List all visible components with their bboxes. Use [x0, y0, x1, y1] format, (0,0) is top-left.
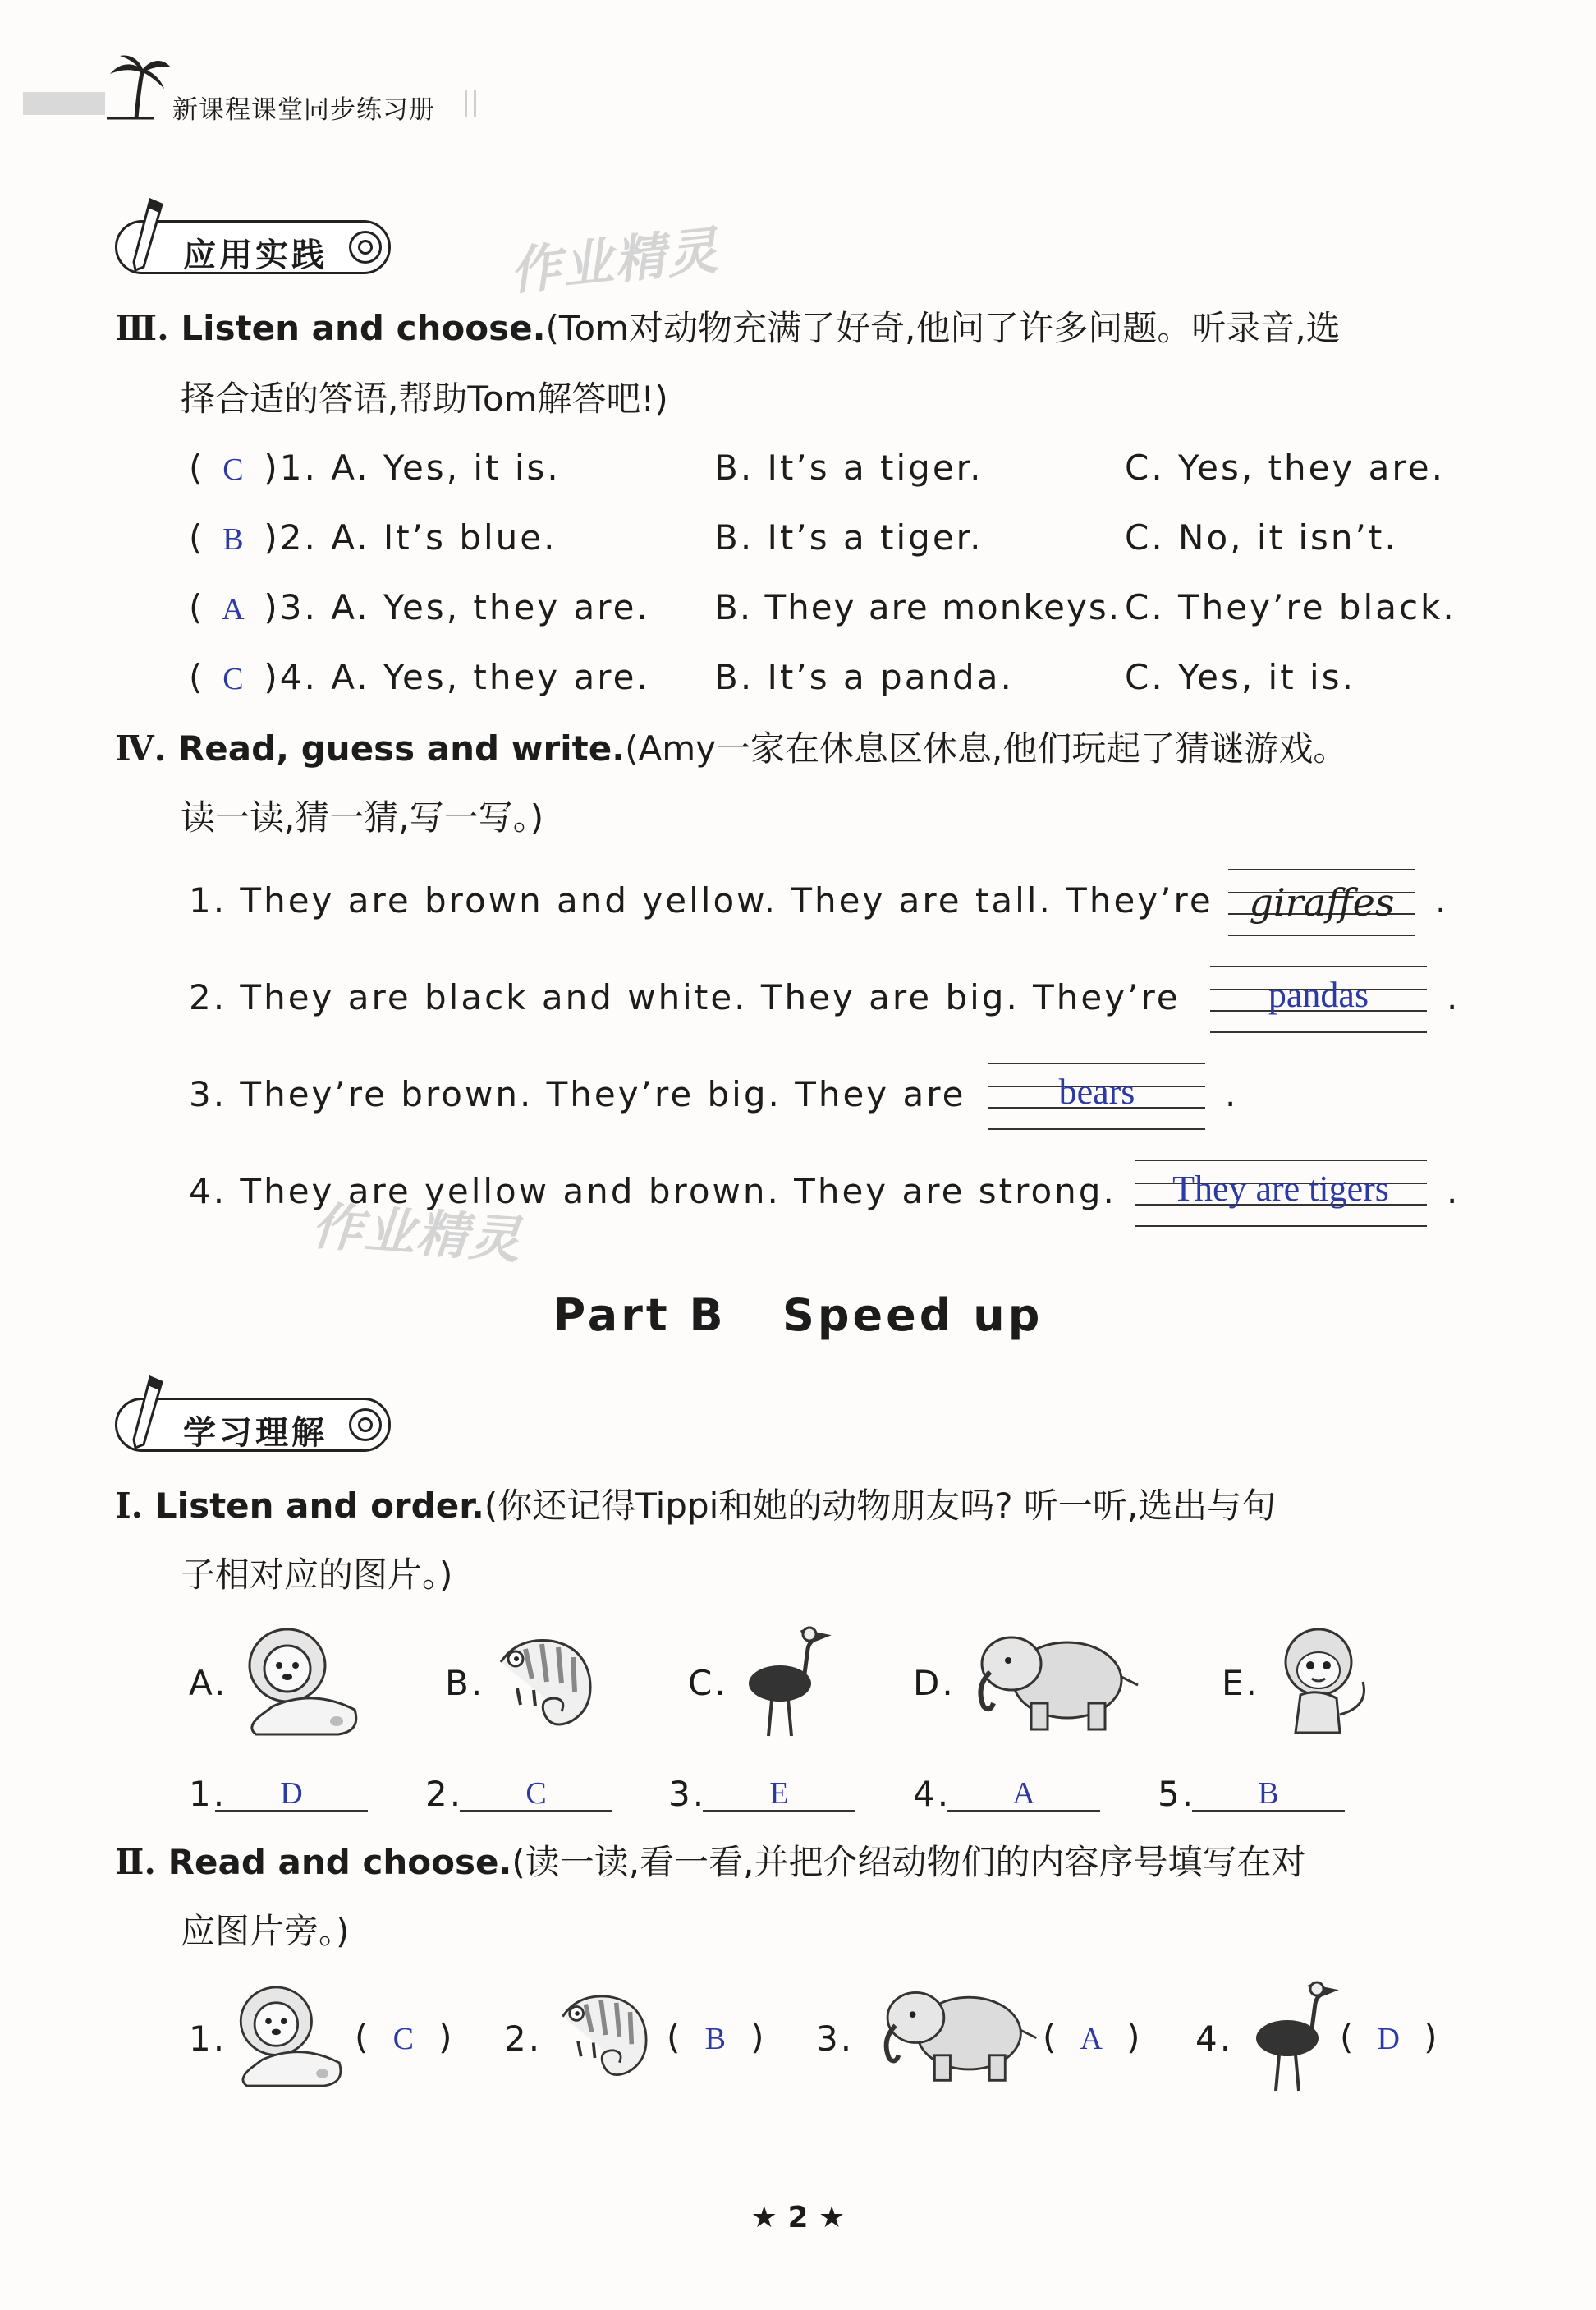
q4-answer-3: bears — [1058, 1072, 1135, 1112]
q1-heading — [115, 1483, 1470, 1529]
q4-item-3: 3. They’re brown. They’re big. They are — [189, 1074, 966, 1114]
q3-option-c-4: C. Yes, it is. — [1125, 657, 1355, 697]
q4-item-2: 2. They are black and white. They are big. They’re — [189, 977, 1181, 1017]
monkey-icon — [1271, 1624, 1378, 1739]
q1-answer-3: E — [769, 1776, 789, 1811]
watermark: 作业精灵 — [507, 219, 722, 302]
q1-answer-num-5: 5. — [1158, 1774, 1196, 1814]
q1-answer-num-3: 3. — [668, 1774, 707, 1814]
q3-item-4: ( C )4. A. Yes, they are. — [189, 657, 650, 697]
q4-answer-field-3[interactable] — [988, 1063, 1205, 1130]
q4-answer-field-2[interactable] — [1210, 966, 1427, 1033]
q3-option-c-1: C. Yes, they are. — [1125, 448, 1445, 488]
q3-instruction-2: 择合适的答语,帮助Tom解答吧!) — [181, 379, 668, 419]
q4-instruction-2: 读一读,猜一猜,写一写。) — [181, 797, 544, 838]
chameleon-icon — [493, 1629, 616, 1736]
q3-option-a-2: )2. A. It’s blue. — [264, 517, 557, 558]
q3-option-b-4: B. It’s a panda. — [714, 657, 1014, 697]
q3-option-b-3: B. They are monkeys. — [714, 587, 1121, 627]
q1-instruction-2: 子相对应的图片。) — [181, 1555, 453, 1595]
q2-instruction-2: 应图片旁。) — [181, 1911, 350, 1951]
q1-answer-4: A — [1012, 1776, 1035, 1811]
q3-title: Listen and choose. — [181, 308, 546, 348]
q1-answer-num-4: 4. — [913, 1774, 952, 1814]
q3-item-1: ( C )1. A. Yes, it is. — [189, 448, 561, 488]
lion-icon — [232, 1979, 355, 2094]
q3-option-a-1: )1. A. Yes, it is. — [264, 448, 561, 488]
q1-answer-field-5[interactable] — [1192, 1775, 1345, 1812]
q4-answer-4: They are tigers — [1172, 1169, 1389, 1209]
q3-heading — [115, 305, 1470, 351]
q2-answer-2: B — [704, 2022, 728, 2056]
elephant-icon — [872, 1981, 1044, 2087]
pencil-icon — [126, 1375, 167, 1449]
q2-heading — [115, 1839, 1470, 1885]
q2-answer-3: A — [1080, 2022, 1105, 2056]
q1-number: Ⅰ. — [115, 1486, 144, 1526]
q2-answer-4: D — [1377, 2022, 1402, 2056]
section-tag-application — [115, 220, 391, 274]
ostrich-icon — [739, 1624, 837, 1739]
q2-item-num-4: 4. — [1195, 2018, 1234, 2059]
ring-icon — [349, 231, 382, 264]
q1-answer-field-1[interactable] — [215, 1775, 368, 1812]
section-tag-label: 学习理解 — [183, 1414, 328, 1452]
elephant-icon — [965, 1628, 1146, 1734]
ostrich-icon — [1246, 1979, 1345, 2094]
q2-item-num-3: 3. — [816, 2018, 855, 2059]
q3-answer-1[interactable]: C — [222, 452, 246, 487]
page-number: ★ 2 ★ — [750, 2201, 846, 2234]
picture-label-b: B. — [445, 1663, 485, 1703]
q4-answer-2: pandas — [1268, 975, 1369, 1015]
q3-answer-3[interactable]: A — [222, 592, 247, 627]
picture-label-a: A. — [189, 1663, 228, 1703]
ring-icon — [349, 1408, 382, 1441]
q1-answer-num-1: 1. — [189, 1774, 227, 1814]
q3-option-c-3: C. They’re black. — [1125, 587, 1456, 627]
pencil-icon — [126, 198, 167, 272]
q4-heading — [115, 726, 1470, 772]
q2-answer-field-1[interactable]: ( C ) — [355, 2017, 455, 2057]
q1-answer-field-2[interactable] — [460, 1775, 612, 1812]
q1-answer-field-4[interactable] — [947, 1775, 1100, 1812]
q3-item-3: ( A )3. A. Yes, they are. — [189, 587, 650, 627]
lion-icon — [240, 1624, 371, 1739]
q4-answer-1: giraffes — [1249, 880, 1395, 925]
q3-answer-2[interactable]: B — [222, 522, 246, 557]
q1-answer-field-3[interactable] — [703, 1775, 855, 1812]
part-b-title: Part B Speed up — [553, 1289, 1043, 1341]
q2-answer-field-3[interactable]: ( A ) — [1043, 2017, 1143, 2057]
watermark-2: 作业精灵 — [310, 1196, 524, 1270]
q3-item-2: ( B )2. A. It’s blue. — [189, 517, 557, 558]
q4-answer-field-4[interactable] — [1135, 1160, 1427, 1227]
q2-title: Read and choose. — [167, 1842, 512, 1882]
q4-item-1: 1. They are brown and yellow. They are tall. They’re — [189, 880, 1213, 921]
q4-instruction: (Amy一家在休息区休息,他们玩起了猜谜游戏。 — [625, 728, 1348, 769]
header-title: 新课程课堂同步练习册 — [172, 95, 435, 125]
q2-item-num-1: 1. — [189, 2018, 227, 2059]
q3-option-a-4: )4. A. Yes, they are. — [264, 657, 650, 697]
q1-answer-2: C — [525, 1776, 547, 1811]
q1-title: Listen and order. — [154, 1486, 484, 1526]
q2-instruction: (读一读,看一看,并把介绍动物们的内容序号填写在对 — [511, 1842, 1306, 1882]
q3-answer-4[interactable]: C — [222, 662, 246, 696]
q4-number: Ⅳ. — [115, 728, 167, 769]
q2-item-num-2: 2. — [504, 2018, 543, 2059]
q4-title: Read, guess and write. — [177, 728, 626, 769]
q1-answer-5: B — [1258, 1776, 1279, 1811]
q2-answer-field-2[interactable]: ( B ) — [667, 2017, 767, 2057]
chameleon-icon — [555, 1982, 670, 2089]
header-decoration-bar — [23, 92, 105, 115]
q4-item-4: 4. They are yellow and brown. They are strong. — [189, 1171, 1117, 1211]
picture-label-e: E. — [1222, 1663, 1259, 1703]
q3-instruction: (Tom对动物充满了好奇,他问了许多问题。听录音,选 — [545, 308, 1341, 348]
q3-option-b-2: B. It’s a tiger. — [714, 517, 984, 558]
q2-number: Ⅱ. — [115, 1842, 157, 1882]
q3-number: Ⅲ. — [115, 308, 169, 348]
q3-option-b-1: B. It’s a tiger. — [714, 448, 984, 488]
q2-answer-1: C — [392, 2022, 416, 2056]
picture-label-c: C. — [688, 1663, 728, 1703]
q1-instruction: (你还记得Tippi和她的动物朋友吗? 听一听,选出与句 — [484, 1486, 1277, 1526]
picture-label-d: D. — [913, 1663, 956, 1703]
q1-answer-1: D — [280, 1776, 303, 1811]
q1-answer-num-2: 2. — [425, 1774, 464, 1814]
q2-answer-field-4[interactable]: ( D ) — [1340, 2017, 1440, 2057]
section-tag-label: 应用实践 — [183, 237, 328, 274]
q3-option-a-3: )3. A. Yes, they are. — [264, 587, 650, 627]
palm-tree-icon — [105, 54, 171, 120]
q3-option-c-2: C. No, it isn’t. — [1125, 517, 1398, 558]
section-tag-understanding — [115, 1398, 391, 1452]
q4-answer-field-1[interactable] — [1228, 869, 1415, 936]
header-separator — [465, 90, 476, 117]
